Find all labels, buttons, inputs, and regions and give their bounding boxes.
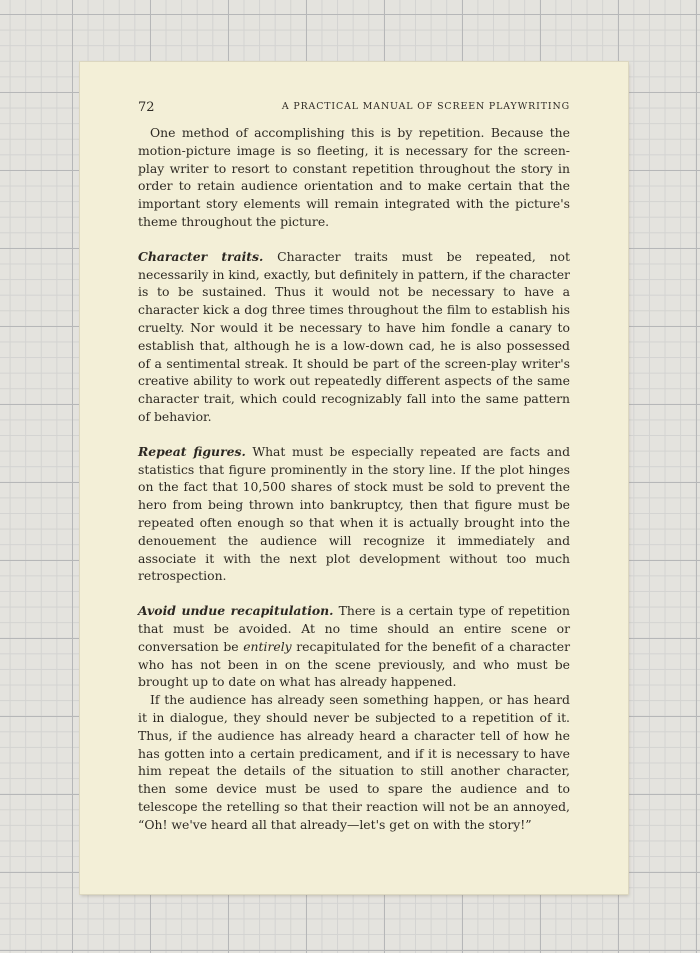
paragraph-text: What must be especially repeated are facts and statistics that figure prominently in the story line. If the plot hinges on the fact that 10,500 shares of stock must be sold to prevent the hero from being thrown into bankruptcy, then that figure must be repeated often enough so that when it is actually brought into the denouement the audience will recognize it immediately and associate it with the next plot development without too much retrospection. — [138, 443, 570, 584]
paragraph-text: Character traits must be repeated, not necessarily in kind, exactly, but definitely in pattern, if the character is to be sustained. Thus it would not be necessary to have a character kick a dog three times throughout the film to establish his cruelty. Nor would it be necessary to have him fondle a canary to establish that, although he is a low-down cad, he is also possessed of a sentimental streak. It should be part of the screen-play writer's creative ability to work out repeatedly different aspects of the same character trait, which could recognizably fall into the same pattern of behavior. — [138, 248, 570, 424]
section-heading-repeat-figures: Repeat figures. — [138, 443, 246, 459]
body-text — [138, 124, 570, 833]
paragraph-avoid-recapitulation — [138, 602, 570, 691]
emphasis-entirely: entirely — [243, 638, 292, 654]
book-page — [80, 62, 628, 894]
paragraph-text: One method of accomplishing this is by repetition. Because the motion-picture image is so fleeting, it is necessary for the screen-play writer to resort to constant repetition throughout the story in order to retain audience orientation and to make certain that the important story elements will remain integrated with the picture's theme throughout the picture. — [138, 125, 570, 229]
running-head: A PRACTICAL MANUAL OF SCREEN PLAYWRITING — [281, 101, 570, 112]
paragraph-text: There is a certain type of repetition that must be avoided. At no time should an entire scene or conversation be — [138, 603, 570, 654]
paragraph-text: If the audience has already seen something happen, or has heard it in dialogue, they should never be subjected to a repetition of it. Thus, if the audience has already heard a character tell of how he has gotten into a certain predicament, and if it is necessary to have him repeat the details of the situation to still another character, then some device must be used to spare the audience and to telescope the retelling so that their reaction will not be an annoyed, “Oh! we've heard all that already—let's get on with the story!” — [138, 692, 570, 832]
paragraph-character-traits — [138, 248, 570, 426]
section-heading-character-traits: Character traits. — [138, 248, 264, 264]
paragraph-repeat-figures — [138, 443, 570, 585]
section-heading-avoid-recapitulation: Avoid undue recapitulation. — [138, 603, 334, 619]
page-number: 72 — [138, 100, 155, 115]
paragraph-repetition — [138, 124, 570, 231]
paragraph-audience-seen — [138, 691, 570, 833]
paragraph-text: recapitulated for the benefit of a character who has not been in on the scene previously, and who must be brought up to date on what has already happened. — [138, 638, 570, 690]
